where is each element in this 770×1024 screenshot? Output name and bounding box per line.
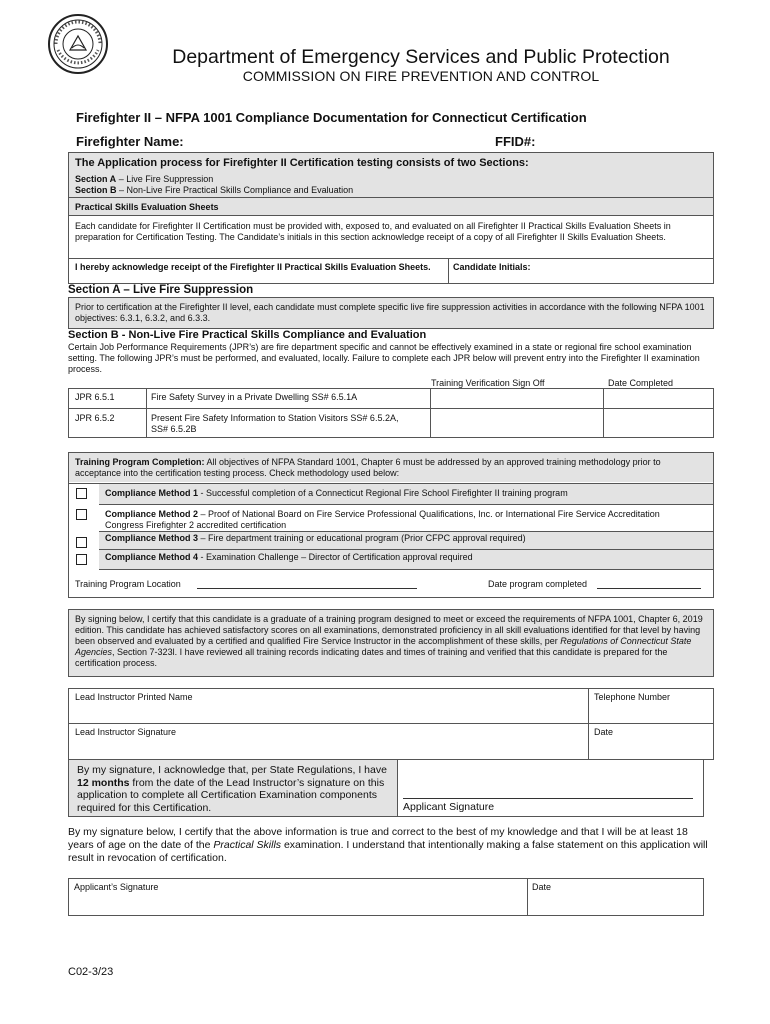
- method-2-text: [105, 509, 665, 531]
- instructor-table: [68, 688, 714, 760]
- section-b-body: Certain Job Performance Requirements (JPR’s) are fire department specific and cannot be effectively examined in a state or regional fire school examination setting. The following JPR’s must be performed, and evaluated, locally. Failure to complete each JPR below will prevent entry into the Firefighter II examination process.: [68, 342, 700, 374]
- commission-subtitle: COMMISSION ON FIRE PREVENTION AND CONTROL: [242, 68, 600, 84]
- section-a-key: Section A: [75, 174, 117, 184]
- applicant-col-divider: [527, 879, 528, 915]
- department-title: Department of Emergency Services and Public Protection: [172, 46, 670, 68]
- applicant-date-label: Date: [532, 882, 552, 892]
- ack-text-b: from the date of the Lead Instructor’s signature on this application to complete all Certification Examination components required for this Certification.: [77, 776, 385, 814]
- method-text: – Fire department training or educational program (Prior CFPC approval required): [198, 533, 526, 543]
- section-a-heading: Section A – Live Fire Suppression: [68, 284, 254, 296]
- date-completed-column-header: Date Completed: [608, 378, 674, 388]
- signoff-column-header: Training Verification Sign Off: [431, 378, 545, 388]
- final-text-a: By my signature below, I certify that the above information is true and correct to the best of my knowledge and that I will be at least 18 years of age on the date of the: [68, 826, 688, 851]
- jpr-col-divider-3: [603, 389, 604, 437]
- method-text: - Examination Challenge – Director of Certification approval required: [198, 552, 473, 562]
- form-title: Firefighter II – NFPA 1001 Compliance Documentation for Connecticut Certification: [76, 110, 587, 125]
- jpr-code: JPR 6.5.1: [75, 392, 115, 402]
- jpr-signoff-field[interactable]: [434, 391, 599, 406]
- method-1-checkbox[interactable]: [76, 488, 87, 499]
- section-b-text: – Non-Live Fire Practical Skills Compliance and Evaluation: [116, 185, 354, 195]
- final-text-italic: Practical Skills: [213, 839, 282, 851]
- instructor-date-label: Date: [594, 727, 614, 737]
- telephone-label: Telephone Number: [594, 692, 671, 702]
- training-heading-text: All objectives of NFPA Standard 1001, Chapter 6 must be addressed by an approved training methodology prior to acceptance into the certification testing process. Check methodology used below:: [75, 457, 661, 478]
- applicant-signature-label: Applicant Signature: [403, 801, 495, 813]
- method-label: Compliance Method 1: [105, 488, 199, 498]
- training-heading-bold: Training Program Completion:: [75, 457, 205, 467]
- jpr-table: [68, 388, 714, 438]
- method-3-text: [105, 533, 526, 544]
- ack-text-bold: 12 months: [77, 776, 130, 789]
- firefighter-name-label: Firefighter Name:: [76, 134, 184, 149]
- instructor-certification-text: [75, 614, 709, 669]
- certify-text-b: , Section 7-323l. I have reviewed all training records indicating dates and times of training and verified that this candidate is prepared for the certification process.: [75, 647, 668, 668]
- form-code: C02-3/23: [68, 966, 114, 978]
- section-b-line: [75, 185, 353, 196]
- application-heading: The Application process for Firefighter II Certification testing consists of two Sections:: [75, 157, 529, 169]
- training-program-box: [68, 452, 714, 598]
- method-1-text: [105, 488, 568, 499]
- method-text: - Successful completion of a Connecticut Regional Fire School Firefighter II training program: [198, 488, 568, 498]
- acknowledge-row: [68, 258, 714, 284]
- jpr-row-divider: [69, 408, 713, 409]
- jpr-description: Fire Safety Survey in a Private Dwelling SS# 6.5.1A: [151, 392, 358, 402]
- applicants-signature-label: Applicant’s Signature: [74, 882, 159, 892]
- section-a-box: [68, 297, 714, 329]
- jpr-date-field[interactable]: [607, 391, 711, 406]
- method-3-checkbox[interactable]: [76, 537, 87, 548]
- method-4-text: [105, 552, 473, 563]
- section-a-text: – Live Fire Suppression: [116, 174, 214, 184]
- method-label: Compliance Method 2: [105, 509, 199, 519]
- training-location-field[interactable]: [197, 588, 417, 589]
- training-heading: [75, 457, 705, 479]
- method-2-checkbox[interactable]: [76, 509, 87, 520]
- acknowledge-text: I hereby acknowledge receipt of the Firefighter II Practical Skills Evaluation Sheets.: [75, 262, 431, 272]
- application-process-box: [68, 152, 714, 198]
- jpr-col-divider-2: [430, 389, 431, 437]
- jpr-signoff-field[interactable]: [434, 411, 599, 435]
- final-text-b: examination. I understand that intentionally making a false statement on this application will result in revocation of certification.: [68, 839, 708, 864]
- section-b-key: Section B: [75, 185, 117, 195]
- practical-skills-heading-box: [68, 197, 714, 216]
- acknowledge-divider: [448, 259, 449, 283]
- certify-text-a: By signing below, I certify that this candidate is a graduate of a training program designed to meet or exceed the requirements of NFPA 1001, Chapter 6, 2019 edition. This candidate has achieved satisfactory scores on all examinations, demonstrated proficiency in all skill evaluations identified for that level by having been observed and evaluated by a certified and qualified Fire Service Instructor in the accomplishment of these skills, per: [75, 614, 703, 646]
- applicants-signature-field[interactable]: [71, 893, 523, 913]
- method-label: Compliance Method 4: [105, 552, 199, 562]
- candidate-initials-label: Candidate Initials:: [453, 262, 531, 272]
- training-location-label: Training Program Location: [75, 579, 181, 589]
- practical-skills-heading: Practical Skills Evaluation Sheets: [75, 202, 219, 212]
- method-row-rule: [69, 483, 99, 484]
- acknowledgement-box: [68, 759, 704, 817]
- applicant-signature-field[interactable]: [403, 798, 693, 799]
- method-row-rule: [99, 504, 713, 505]
- method-text: – Proof of National Board on Fire Service Professional Qualifications, Inc. or International Fire Service Accreditation Congress Firefighter 2 accredited certification: [105, 509, 660, 530]
- section-a-line: [75, 174, 213, 185]
- lead-instructor-name-label: Lead Instructor Printed Name: [75, 692, 193, 702]
- jpr-code: JPR 6.5.2: [75, 413, 115, 423]
- jpr-description: Present Fire Safety Information to Station Visitors SS# 6.5.2A, SS# 6.5.2B: [151, 413, 399, 434]
- lead-instructor-signature-label: Lead Instructor Signature: [75, 727, 177, 737]
- acknowledgement-text: [77, 764, 393, 814]
- instructor-row-divider: [69, 723, 713, 724]
- certify-text-italic: Regulations of Connecticut State Agencies: [75, 636, 692, 657]
- practical-skills-body-box: [68, 215, 714, 259]
- ack-text-a: By my signature, I acknowledge that, per State Regulations, I have: [77, 764, 387, 776]
- method-label: Compliance Method 3: [105, 533, 199, 543]
- date-program-completed-field[interactable]: [597, 588, 701, 589]
- jpr-date-field[interactable]: [607, 411, 711, 435]
- applicant-signature-table: [68, 878, 704, 916]
- applicant-certification-text: [68, 826, 710, 865]
- applicant-date-field[interactable]: [530, 893, 700, 913]
- section-a-body: Prior to certification at the Firefighter II level, each candidate must complete specific live fire suppression activities in accordance with the following NFPA 1001 objectives: 6.3.1, 6.3.2, and 6.3.3.: [75, 302, 705, 323]
- jpr-col-divider-1: [146, 389, 147, 437]
- ffid-label: FFID#:: [495, 134, 536, 149]
- date-program-completed-label: Date program completed: [488, 579, 588, 589]
- instructor-col-divider: [588, 689, 589, 759]
- section-b-heading: Section B - Non-Live Fire Practical Skills Compliance and Evaluation: [68, 329, 427, 341]
- method-4-checkbox[interactable]: [76, 554, 87, 565]
- instructor-certification-box: [68, 609, 714, 677]
- practical-skills-body: Each candidate for Firefighter II Certification must be provided with, exposed to, and evaluated on all Firefighter II Practical Skills Evaluation Sheets in preparation for Certification Testing. The Candidate’s initials in this section acknowledge receipt of a copy of all Firefighter II Skills Evaluation Sheets.: [75, 221, 671, 242]
